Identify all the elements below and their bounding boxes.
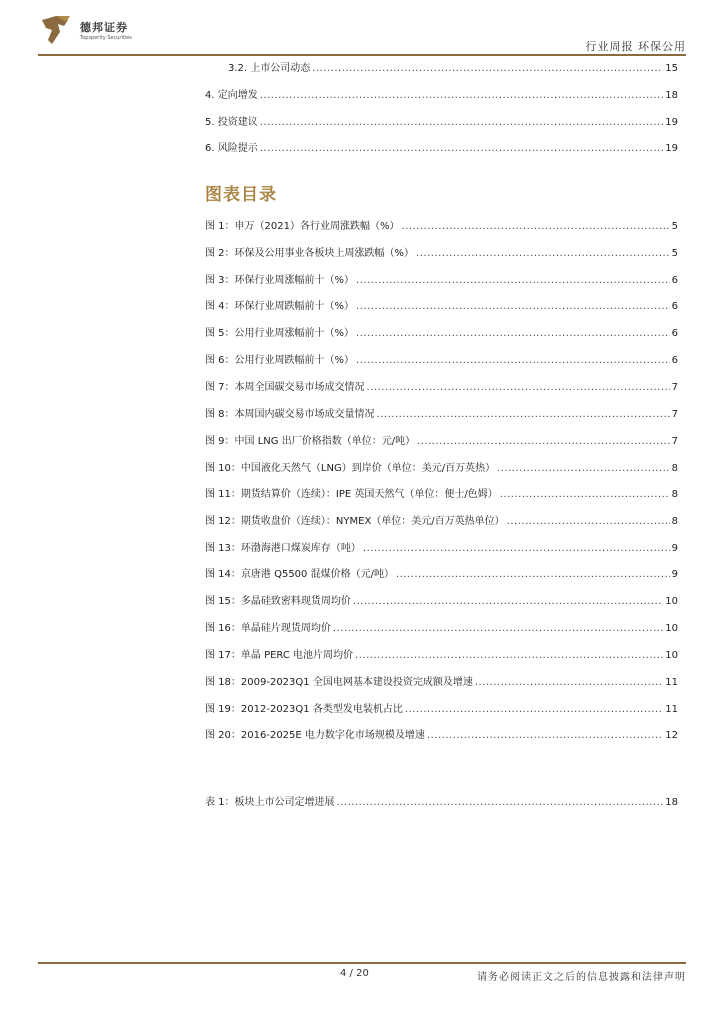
figure-entry-label: 图 11：期货结算价（连续）：IPE 英国天然气（单位：便士/色姆）	[205, 489, 498, 500]
logo-text: 德邦证券	[80, 21, 128, 34]
toc-entry-page: 19	[665, 117, 678, 128]
figure-entry[interactable]	[205, 462, 678, 476]
figure-entry-page: 6	[671, 355, 678, 366]
leader-dots	[402, 220, 670, 234]
leader-dots	[497, 462, 670, 476]
leader-dots	[356, 354, 670, 368]
figure-entry[interactable]	[205, 408, 678, 422]
leader-dots	[416, 247, 670, 261]
toc-entry-page: 19	[665, 143, 678, 154]
page-number: 4 / 20	[340, 968, 369, 979]
figure-entry-label: 图 2：环保及公用事业各板块上周涨跌幅（%）	[205, 248, 415, 259]
footer-divider	[38, 962, 686, 964]
figure-entry[interactable]	[205, 488, 678, 502]
figure-entry[interactable]	[205, 274, 678, 288]
figure-entry-label: 图 8：本周国内碳交易市场成交量情况	[205, 409, 375, 420]
figure-entry-label: 图 1：申万（2021）各行业周涨跌幅（%）	[205, 221, 400, 232]
leader-dots	[353, 595, 663, 609]
figure-entry[interactable]	[205, 703, 678, 717]
leader-dots	[427, 729, 663, 743]
figure-entry[interactable]	[205, 354, 678, 368]
figure-entry-page: 5	[671, 248, 678, 259]
figure-entry-label: 图 14：京唐港 Q5500 混煤价格（元/吨）	[205, 569, 394, 580]
leader-dots	[377, 408, 670, 422]
figure-entry-label: 图 12：期货收盘价（连续）：NYMEX（单位：美元/百万英热单位）	[205, 516, 505, 527]
leader-dots	[367, 381, 670, 395]
figure-entry-page: 6	[671, 301, 678, 312]
figure-entry-page: 7	[671, 382, 678, 393]
report-category: 行业周报 环保公用	[585, 40, 686, 53]
figure-entry[interactable]	[205, 515, 678, 529]
figure-index-title: 图表目录	[205, 185, 277, 205]
figure-entry-page: 9	[671, 569, 678, 580]
figure-entry[interactable]	[205, 381, 678, 395]
leader-dots	[355, 649, 663, 663]
leader-dots	[500, 488, 670, 502]
page-header	[38, 14, 686, 54]
toc-entry-label: 6. 风险提示	[205, 143, 258, 154]
figure-entry[interactable]	[205, 247, 678, 261]
figure-entry-page: 7	[671, 436, 678, 447]
figure-entry-label: 图 7：本周全国碳交易市场成交情况	[205, 382, 365, 393]
figure-entry-page: 11	[665, 677, 678, 688]
leader-dots	[356, 300, 670, 314]
figure-entry-label: 图 16：单晶硅片现货周均价	[205, 623, 331, 634]
toc-entry-page: 15	[665, 63, 678, 74]
figure-entry[interactable]	[205, 220, 678, 234]
figure-entry-page: 8	[671, 516, 678, 527]
header-divider	[38, 54, 686, 56]
figure-entry-page: 10	[665, 623, 678, 634]
figure-entry[interactable]	[205, 435, 678, 449]
figure-entry-label: 图 20：2016-2025E 电力数字化市场规模及增速	[205, 730, 425, 741]
figure-entry-page: 11	[665, 704, 678, 715]
figure-entry[interactable]	[205, 622, 678, 636]
figure-entry-page: 6	[671, 328, 678, 339]
leader-dots	[396, 568, 670, 582]
figure-entry-label: 图 17：单晶 PERC 电池片周均价	[205, 650, 354, 661]
figure-entry-page: 12	[665, 730, 678, 741]
figure-entry-page: 5	[671, 221, 678, 232]
logo-subtext: Topsperity Securities	[80, 35, 132, 41]
figure-entry[interactable]	[205, 542, 678, 556]
figure-entry[interactable]	[205, 327, 678, 341]
toc-entry-label: 5. 投资建议	[205, 117, 258, 128]
toc-entry[interactable]	[228, 62, 678, 76]
leader-dots	[507, 515, 670, 529]
toc-entry[interactable]	[205, 142, 678, 156]
figure-entry[interactable]	[205, 568, 678, 582]
toc-entry-page: 18	[665, 90, 678, 101]
toc-entry-label: 3.2. 上市公司动态	[228, 63, 311, 74]
figure-entry-label: 图 4：环保行业周跌幅前十（%）	[205, 301, 355, 312]
figure-entry[interactable]	[205, 300, 678, 314]
leader-dots	[260, 142, 664, 156]
figure-entry-page: 10	[665, 596, 678, 607]
figure-entry[interactable]	[205, 729, 678, 743]
leader-dots	[363, 542, 670, 556]
figure-entry-label: 图 15：多晶硅致密料现货周均价	[205, 596, 351, 607]
leader-dots	[475, 676, 663, 690]
figure-entry-label: 图 3：环保行业周涨幅前十（%）	[205, 275, 355, 286]
leader-dots	[356, 327, 670, 341]
figure-entry-label: 图 10：中国液化天然气（LNG）到岸价（单位：美元/百万英热）	[205, 463, 496, 474]
leader-dots	[337, 796, 664, 810]
figure-entry-label: 图 19：2012-2023Q1 各类型发电装机占比	[205, 704, 403, 715]
figure-entry-page: 6	[671, 275, 678, 286]
table-entry-page: 18	[665, 797, 678, 808]
figure-entry-label: 图 5：公用行业周涨幅前十（%）	[205, 328, 355, 339]
figure-entry-label: 图 6：公用行业周跌幅前十（%）	[205, 355, 355, 366]
disclaimer-text: 请务必阅读正文之后的信息披露和法律声明	[477, 972, 686, 983]
table-entry[interactable]	[205, 796, 678, 810]
table-entry-label: 表 1：板块上市公司定增进展	[205, 797, 335, 808]
figure-entry[interactable]	[205, 595, 678, 609]
company-logo-icon	[38, 14, 74, 48]
figure-entry-page: 9	[671, 543, 678, 554]
figure-entry-page: 8	[671, 489, 678, 500]
leader-dots	[417, 435, 670, 449]
leader-dots	[260, 116, 664, 130]
figure-entry[interactable]	[205, 649, 678, 663]
figure-entry-label: 图 18：2009-2023Q1 全国电网基本建设投资完成额及增速	[205, 677, 473, 688]
toc-entry-label: 4. 定向增发	[205, 90, 258, 101]
toc-entry[interactable]	[205, 116, 678, 130]
figure-entry-page: 8	[671, 463, 678, 474]
leader-dots	[312, 62, 663, 76]
toc-entry[interactable]	[205, 89, 678, 103]
leader-dots	[405, 703, 663, 717]
figure-entry-page: 7	[671, 409, 678, 420]
figure-entry-page: 10	[665, 650, 678, 661]
leader-dots	[333, 622, 663, 636]
leader-dots	[260, 89, 664, 103]
figure-entry-label: 图 13：环渤海港口煤炭库存（吨）	[205, 543, 361, 554]
leader-dots	[356, 274, 670, 288]
figure-entry[interactable]	[205, 676, 678, 690]
figure-entry-label: 图 9：中国 LNG 出厂价格指数（单位：元/吨）	[205, 436, 416, 447]
